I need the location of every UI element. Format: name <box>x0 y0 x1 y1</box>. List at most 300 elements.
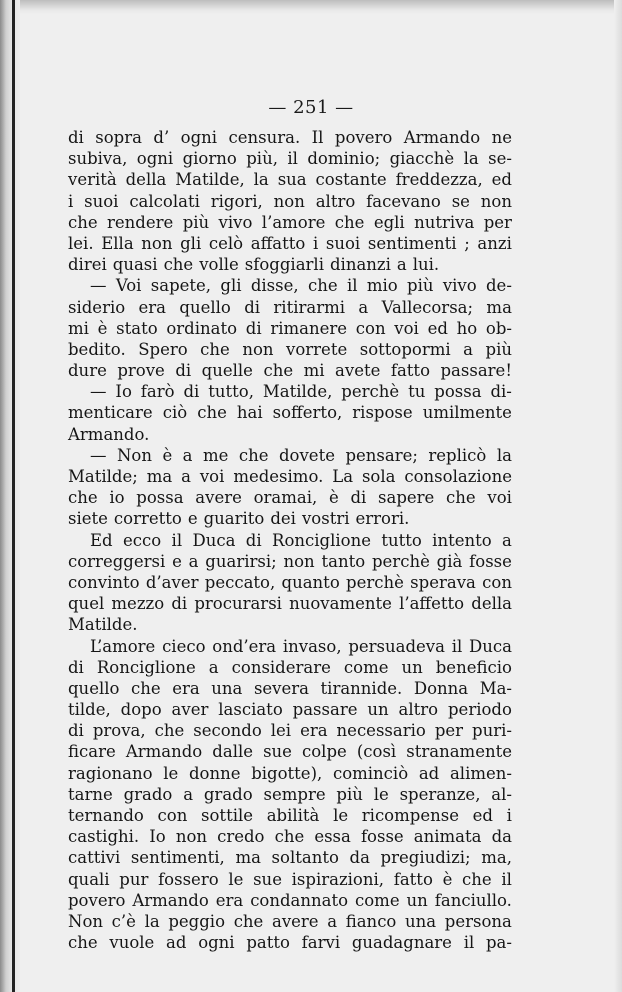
word: credo <box>217 827 265 847</box>
word: della <box>125 170 167 190</box>
word: mi <box>303 361 325 381</box>
word: fanciullo. <box>434 890 512 910</box>
word: era <box>215 890 244 910</box>
word: Vallecorsa; <box>381 297 474 317</box>
word: è <box>328 488 339 508</box>
word: che <box>163 255 194 275</box>
word: sapete, <box>150 276 212 296</box>
word: avere <box>271 911 319 931</box>
word: peggio <box>168 911 226 931</box>
word: stato <box>116 318 158 338</box>
word: persuadeva <box>348 636 445 656</box>
word: — <box>90 382 107 402</box>
word: il <box>501 869 512 889</box>
word: e <box>187 509 198 529</box>
word: i <box>312 233 319 253</box>
word: a <box>188 551 199 571</box>
word: a <box>463 339 474 359</box>
text-line <box>68 318 512 339</box>
text-line <box>68 530 512 551</box>
word: di <box>68 721 84 741</box>
word: farvi <box>301 933 341 953</box>
word: fatto <box>393 869 433 889</box>
text-line <box>68 614 512 635</box>
text-line <box>68 720 512 741</box>
word: stranamente <box>406 742 512 762</box>
word: puri- <box>472 721 512 741</box>
word: — <box>90 445 107 465</box>
word: che <box>263 361 294 381</box>
word: Voi <box>115 276 142 296</box>
word: facevano <box>366 191 441 211</box>
word: ond’era <box>212 636 277 656</box>
word: guadagnare <box>351 933 452 953</box>
text-line <box>68 869 512 890</box>
word: i <box>506 806 512 825</box>
word: più <box>182 212 210 232</box>
word: tu <box>408 382 426 402</box>
word: il <box>171 530 183 550</box>
word: che <box>334 212 365 232</box>
text-line <box>68 360 512 381</box>
word: rispose <box>352 403 413 423</box>
text-line <box>68 487 512 508</box>
word: l’affetto <box>399 594 465 614</box>
word: di <box>68 657 84 677</box>
word: di <box>183 382 200 402</box>
word: grado <box>203 784 253 804</box>
word: sua <box>277 170 307 190</box>
word: un <box>367 700 389 720</box>
word: fatto <box>390 361 430 381</box>
word: non <box>175 827 207 847</box>
word: L’amore <box>90 636 156 656</box>
word: più <box>407 276 434 296</box>
word: quanto <box>281 572 340 592</box>
word: sentimenti, <box>130 848 225 868</box>
word: ficare <box>68 742 116 762</box>
word: Non <box>68 911 103 931</box>
word: severa <box>253 678 309 698</box>
text-line <box>68 784 512 805</box>
word: sempre <box>263 784 326 804</box>
word: a <box>502 530 512 550</box>
word: voi <box>394 318 419 338</box>
word: ma <box>486 297 512 317</box>
word: il <box>287 149 298 169</box>
page-top-shadow <box>0 0 622 14</box>
word: con <box>482 572 512 592</box>
word: voi <box>199 467 225 486</box>
word: bedito. <box>68 339 126 359</box>
word: tutto <box>381 530 422 550</box>
text-line <box>68 212 512 233</box>
text-line <box>68 657 512 678</box>
word: Armando <box>125 742 203 762</box>
word: rimanere <box>270 318 348 338</box>
word: prova, <box>92 721 146 741</box>
word: fianco <box>345 911 397 931</box>
word: e <box>172 551 182 571</box>
text-line <box>68 148 512 169</box>
word: a <box>358 297 369 317</box>
word: pa- <box>485 933 512 953</box>
word: hai <box>236 403 263 423</box>
word: sopra <box>95 128 142 147</box>
word: a <box>183 784 194 804</box>
word: è <box>97 318 108 338</box>
word: Matilde, <box>175 170 245 190</box>
word: un <box>406 890 428 910</box>
word: ne <box>491 128 512 147</box>
word: sue <box>253 869 282 889</box>
word: per <box>434 721 464 741</box>
text-line <box>68 847 512 868</box>
word: menticare <box>68 403 153 423</box>
word: animata <box>413 827 482 847</box>
text-line <box>68 381 512 402</box>
word: rigori, <box>210 191 263 211</box>
word: Non <box>116 445 152 465</box>
word: correggersi <box>68 551 166 571</box>
word: ed <box>427 318 448 338</box>
word: che <box>154 721 185 741</box>
word: nuovamente <box>289 594 392 614</box>
word: mi <box>68 318 89 338</box>
word: procurarsi <box>194 594 282 614</box>
word: fossero <box>158 869 219 889</box>
word: ritirarmi <box>273 297 346 317</box>
word: vorrete <box>286 339 348 359</box>
word: più <box>485 339 512 359</box>
word: suoi <box>325 233 361 253</box>
word: donne <box>188 763 241 783</box>
word: che <box>68 488 98 508</box>
text-line <box>68 826 512 847</box>
word: ecco <box>122 530 162 550</box>
word: se <box>451 191 470 211</box>
word: a <box>208 657 219 677</box>
word: secondo <box>193 721 262 741</box>
word: che <box>238 445 269 465</box>
word: Ella <box>101 233 134 253</box>
word: suoi <box>84 191 119 211</box>
word: che <box>197 403 227 423</box>
text-line <box>68 932 512 953</box>
word: ogni <box>198 933 235 953</box>
word: egli <box>373 212 405 232</box>
word: direi <box>68 255 107 275</box>
word: Duca <box>192 530 236 550</box>
word: più, <box>246 149 278 169</box>
word: non <box>273 191 305 211</box>
text-line <box>68 763 512 784</box>
word: sofferto, <box>272 403 343 423</box>
word: (così <box>356 742 397 762</box>
word: periodo <box>448 700 512 720</box>
word: dominio; <box>307 149 381 169</box>
word: possa <box>136 488 184 508</box>
word: soltanto <box>271 848 339 868</box>
word: ob- <box>485 318 512 338</box>
word: consolazione <box>404 467 512 486</box>
word: di <box>245 530 262 550</box>
word: patto <box>246 933 290 953</box>
text-line <box>68 678 512 699</box>
word: Armando <box>403 128 481 147</box>
word: ed <box>472 806 493 825</box>
word: celò <box>208 233 244 253</box>
word: come <box>355 890 400 910</box>
page-right-shadow <box>614 0 622 992</box>
word: de- <box>486 276 512 296</box>
word: dopo <box>120 700 162 720</box>
book-spine-line <box>12 0 15 992</box>
word: pensare; <box>345 445 418 465</box>
word: volle <box>199 255 239 275</box>
word: fosse <box>360 827 404 847</box>
word: ad <box>418 763 440 783</box>
body-text <box>68 127 512 953</box>
text-line <box>68 297 512 318</box>
word: siderio <box>68 297 126 317</box>
word: medesimo. <box>233 467 324 486</box>
word: da <box>491 827 512 847</box>
word: per <box>483 212 512 232</box>
text-line <box>68 572 512 593</box>
word: ma, <box>481 848 512 868</box>
word: sfoggiarli <box>244 255 324 275</box>
word: Io <box>115 382 132 402</box>
word: Il <box>311 128 324 147</box>
word: quel <box>68 594 105 614</box>
word: Ronciglione <box>272 530 371 550</box>
word: voi <box>487 488 512 508</box>
word: Donna <box>413 678 469 698</box>
word: di <box>175 361 192 381</box>
word: le <box>228 869 244 889</box>
word: Duca <box>468 636 512 656</box>
word: a <box>396 255 407 275</box>
word: Matilde; <box>68 467 138 486</box>
word: povero <box>68 890 126 910</box>
word: quelle <box>201 361 253 381</box>
word: la <box>253 170 269 190</box>
word: aver <box>171 700 209 720</box>
word: le <box>163 763 179 783</box>
word: un <box>401 657 423 677</box>
word: una <box>405 911 437 931</box>
text-line <box>68 445 512 466</box>
word: una <box>211 678 243 698</box>
word: pregiudizi; <box>380 848 471 868</box>
word: perchè <box>346 572 404 592</box>
text-line <box>68 191 512 212</box>
word: possa <box>434 382 482 402</box>
word: la <box>463 149 479 169</box>
word: sentimenti <box>367 233 457 253</box>
page-number: — 251 — <box>268 97 354 118</box>
word: non <box>141 233 173 253</box>
word: tarne <box>68 784 113 804</box>
word: dinanzi <box>329 255 391 275</box>
word: d’ <box>153 128 170 147</box>
word: lei <box>270 721 292 741</box>
word: l’amore <box>261 212 326 232</box>
word: le <box>373 784 389 804</box>
word: alimen- <box>449 763 512 783</box>
word: perchè <box>341 382 400 402</box>
word: affatto <box>250 233 306 253</box>
word: giacchè <box>389 149 455 169</box>
text-line <box>68 402 512 423</box>
word: essa <box>314 827 351 847</box>
word: tutto, <box>208 382 254 402</box>
word: costante <box>315 170 387 190</box>
word: vostri <box>301 509 350 529</box>
word: verità <box>68 170 117 190</box>
word: d’aver <box>145 572 199 592</box>
word: come <box>343 657 389 677</box>
word: replicò <box>428 445 487 465</box>
word: necessario <box>336 721 426 741</box>
word: a <box>182 445 193 465</box>
word: castighi. <box>68 827 140 847</box>
word: che <box>274 827 305 847</box>
word: io <box>109 488 125 508</box>
text-line <box>68 466 512 487</box>
text-line <box>68 805 512 826</box>
word: — <box>90 276 107 296</box>
word: le <box>333 806 349 825</box>
word: fosse <box>469 551 512 571</box>
word: non <box>480 191 512 211</box>
word: che <box>233 911 264 931</box>
word: avete <box>335 361 381 381</box>
word: sottile <box>201 806 254 825</box>
word: giorno <box>182 149 237 169</box>
word: quello <box>68 678 120 698</box>
word: a <box>181 467 191 486</box>
text-line <box>68 233 512 254</box>
word: Ed <box>90 530 113 550</box>
word: anzi <box>477 233 512 253</box>
word: dure <box>68 361 107 381</box>
word: Armando. <box>68 424 150 444</box>
text-line <box>68 593 512 614</box>
word: quasi <box>112 255 158 275</box>
word: Spero <box>138 339 188 359</box>
word: prove <box>117 361 165 381</box>
word: ogni <box>136 149 174 169</box>
word: quali <box>68 869 110 889</box>
word: sue <box>263 742 292 762</box>
word: di <box>245 318 262 338</box>
word: beneficio <box>435 657 512 677</box>
word: lei. <box>68 233 94 253</box>
word: non <box>242 339 274 359</box>
word: con <box>355 318 386 338</box>
word: ho <box>456 318 478 338</box>
word: freddezza, <box>395 170 483 190</box>
word: calcolati <box>129 191 200 211</box>
word: ma <box>235 848 261 868</box>
word: cieco <box>162 636 206 656</box>
word: che <box>131 678 161 698</box>
word: disse, <box>250 276 299 296</box>
word: era <box>300 721 328 741</box>
word: grado <box>123 784 173 804</box>
word: tirannide. <box>320 678 403 698</box>
word: Ma- <box>479 678 512 698</box>
word: invaso, <box>282 636 342 656</box>
word: dei <box>270 509 296 529</box>
word: tilde, <box>68 700 111 720</box>
word: i <box>68 191 74 211</box>
word: vuole <box>109 933 155 953</box>
word: ragionano <box>68 763 153 783</box>
word: con <box>157 806 188 825</box>
word: ordinato <box>166 318 238 338</box>
word: il <box>463 933 475 953</box>
word: sperava <box>410 572 476 592</box>
word: ogni <box>180 128 218 147</box>
word: Io <box>149 827 166 847</box>
word: ma <box>146 467 173 486</box>
word: era <box>172 678 200 698</box>
word: colpe <box>302 742 347 762</box>
word: subiva, <box>68 149 128 169</box>
word: che <box>446 488 476 508</box>
text-line <box>68 254 512 275</box>
word: nutriva <box>414 212 475 232</box>
word: rendere <box>107 212 174 232</box>
word: persona <box>444 911 512 931</box>
word: dovete <box>278 445 335 465</box>
word: ricompense <box>361 806 459 825</box>
word: passare! <box>440 361 512 381</box>
word: la <box>496 445 512 465</box>
page-left-shadow <box>0 0 20 992</box>
word: pur <box>119 869 149 889</box>
word: che <box>307 276 338 296</box>
word: più <box>336 784 363 804</box>
word: tanto <box>321 551 366 571</box>
word: condannato <box>250 890 349 910</box>
text-line <box>68 741 512 762</box>
word: ciò <box>162 403 188 423</box>
word: ; <box>464 233 470 253</box>
word: già <box>436 551 463 571</box>
word: oramai, <box>253 488 318 508</box>
word: me <box>202 445 229 465</box>
word: al- <box>491 784 512 804</box>
word: considerare <box>231 657 331 677</box>
word: ispirazioni, <box>291 869 385 889</box>
word: c’è <box>111 911 136 931</box>
word: da <box>349 848 370 868</box>
word: che <box>68 933 98 953</box>
word: mezzo <box>111 594 165 614</box>
text-line <box>68 636 512 657</box>
word: gli <box>220 276 242 296</box>
word: vivo <box>442 276 477 296</box>
word: umilmente <box>422 403 512 423</box>
word: ad <box>166 933 187 953</box>
word: il <box>451 636 463 656</box>
word: la <box>144 911 160 931</box>
text-line <box>68 339 512 360</box>
